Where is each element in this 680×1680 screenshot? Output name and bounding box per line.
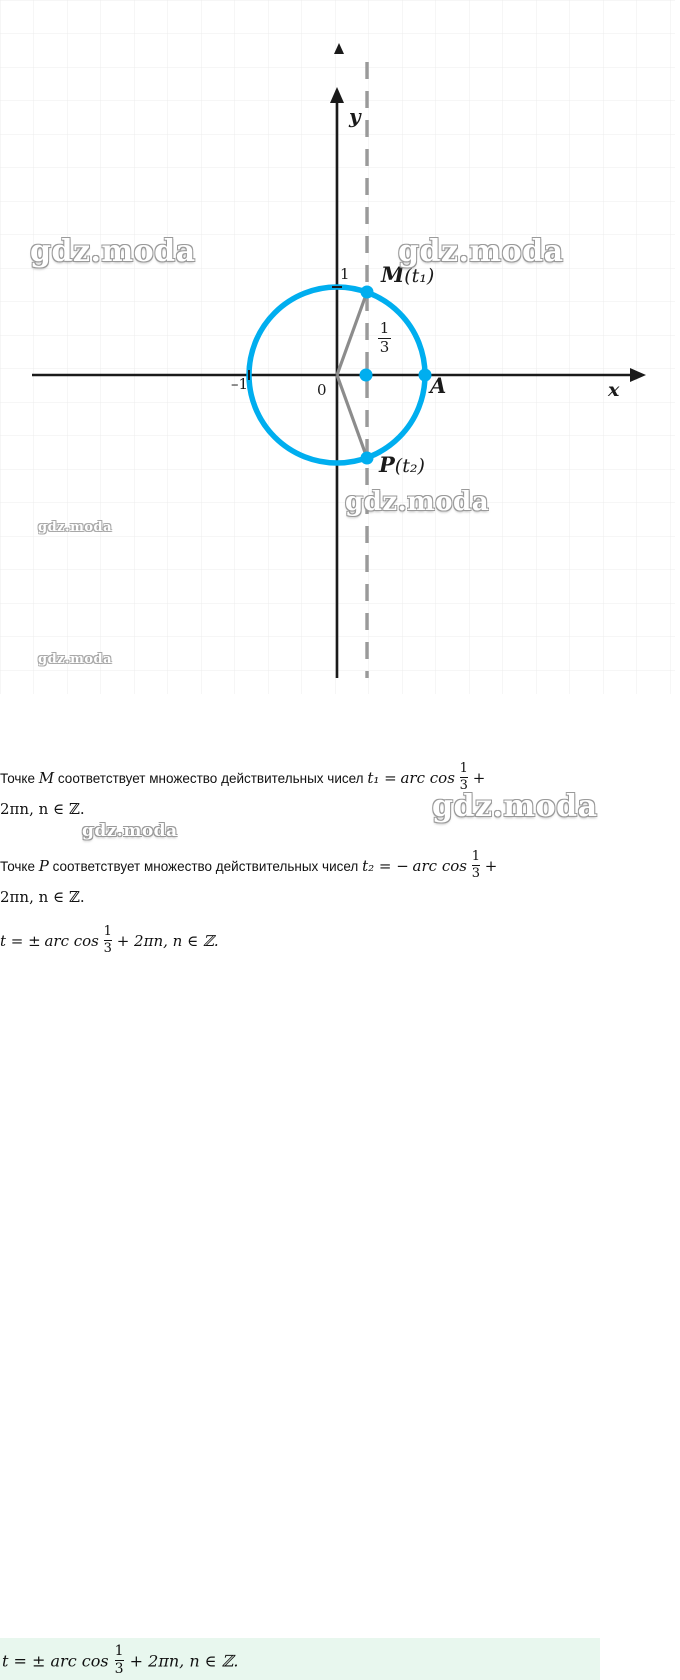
watermark: gdz.moda: [398, 234, 564, 269]
solution-line-1-fn: arc cos: [400, 768, 455, 787]
tick-label-one: 1: [340, 265, 350, 283]
radius-to-M: [337, 292, 367, 375]
figure-graph: [0, 0, 680, 700]
solution-line-3-fraction: [104, 925, 112, 955]
fraction-bar: [115, 1660, 124, 1661]
solution-line-3: [0, 925, 219, 955]
radius-to-P: [337, 375, 367, 458]
solution-line-1-text: соответствует множество действительных чисел: [57, 770, 364, 786]
plot-drawing: [0, 0, 680, 700]
fraction-numerator: 1: [379, 319, 390, 337]
watermark: gdz.moda: [432, 789, 598, 824]
solution-line-1-cont: 2πn, n ∈ ℤ.: [0, 800, 85, 818]
point-one-third-on-x: [360, 369, 373, 382]
solution-line-1-eq-lhs: t₁ =: [367, 768, 397, 787]
fraction-numerator: 1: [459, 761, 468, 776]
fraction-numerator: 1: [103, 924, 112, 939]
point-M: [361, 286, 374, 299]
fraction-denominator: 3: [379, 337, 390, 356]
label-point-P: [379, 452, 425, 477]
label-point-P-param: (t₂): [394, 455, 425, 477]
fraction-numerator: 1: [471, 849, 481, 864]
final-answer: [2, 1644, 238, 1676]
solution-line-2-prefix: Точке: [0, 858, 36, 874]
x-axis-label: x: [608, 379, 620, 401]
point-P: [361, 452, 374, 465]
final-answer-lhs: t = ±: [2, 1651, 46, 1671]
tick-label-minus-one: –1: [231, 375, 249, 393]
solution-line-1: [0, 762, 485, 792]
solution-line-2-cont: 2πn, n ∈ ℤ.: [0, 888, 85, 906]
solution-line-1-prefix: Точке: [0, 770, 36, 786]
solution-line-2-text: соответствует множество действительных чисел: [52, 858, 359, 874]
label-point-A: [430, 373, 446, 398]
origin-label: 0: [317, 381, 327, 399]
solution-line-1-point: M: [38, 768, 55, 787]
fraction-one-third: [378, 321, 391, 356]
solution-line-2-fraction: [472, 850, 480, 880]
final-answer-tail: + 2πn, n ∈ ℤ.: [129, 1651, 239, 1671]
label-point-M-name: M: [381, 262, 405, 287]
solution-line-2-tail: +: [484, 856, 498, 875]
fraction-denominator: 3: [103, 940, 112, 956]
watermark: gdz.moda: [82, 821, 178, 841]
solution-line-1-tail: +: [472, 768, 486, 787]
fraction-denominator: 3: [459, 777, 468, 793]
watermark: gdz.moda: [38, 652, 113, 667]
watermark: gdz.moda: [345, 487, 490, 517]
label-point-M-param: (t₁): [404, 265, 435, 287]
solution-line-2-eq-lhs: t₂ = −: [362, 856, 409, 875]
fraction-denominator: 3: [471, 865, 481, 881]
watermark: gdz.moda: [38, 520, 113, 535]
right-margin-strip: [675, 0, 680, 1038]
solution-line-2: [0, 850, 497, 880]
solution-line-2-point: P: [38, 856, 49, 875]
solution-line-3-tail: + 2πn, n ∈ ℤ.: [116, 931, 219, 950]
solution-line-3-lhs: t = ±: [0, 931, 41, 950]
y-axis-arrow: [330, 87, 344, 103]
fraction-numerator: 1: [114, 1643, 124, 1659]
solution-line-2-fn: arc cos: [412, 856, 467, 875]
final-answer-fraction: [115, 1644, 124, 1676]
final-answer-fn: arc cos: [50, 1651, 109, 1671]
label-point-A-name: A: [430, 373, 447, 398]
x-axis-arrow: [630, 368, 646, 382]
y-axis-label: y: [349, 104, 361, 128]
solution-line-1-fraction: [460, 762, 468, 792]
top-arrow-icon: [334, 43, 344, 54]
watermark: gdz.moda: [30, 234, 196, 269]
fraction-denominator: 3: [114, 1660, 124, 1677]
solution-line-3-fn: arc cos: [44, 931, 99, 950]
label-point-P-name: P: [379, 452, 395, 477]
solution-text-block: [0, 700, 680, 1677]
